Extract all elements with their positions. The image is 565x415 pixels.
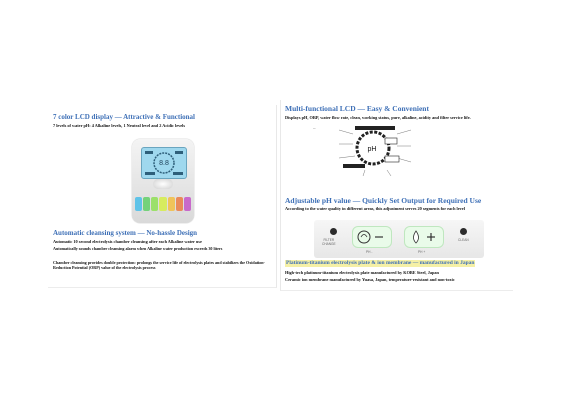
ph-minus-label: PH -: [366, 250, 373, 254]
ph-levels-text: 7 levels of water pH: 4 Alkaline levels, 1 Neutral level and 2 Acidic levels: [53, 123, 186, 128]
cleansing-line-2: Automatically sounds chamber cleansing alarm when Alkaline water production exceeds 30 liters: [53, 246, 223, 251]
cleansing-heading: Automatic cleansing system — No-hassle Design: [53, 229, 198, 237]
clean-indicator: [460, 228, 467, 235]
platinum-heading: Platinum-titanium electrolysis plate & ion membrane — manufactured in Japan: [286, 260, 475, 266]
lcd-diagram: [313, 120, 437, 180]
device-indicator: [153, 179, 173, 189]
lcd-functions-text: Displays pH, ORP, water flow rate, clean, working status, pure, alkaline, acidity and filter service life.: [285, 115, 471, 120]
ph-plus-label: PH +: [418, 250, 426, 254]
filter-change-label: FILTER CHANGE: [322, 238, 336, 246]
cleansing-paragraph: Chamber cleansing provides double protection: prolongs the service life of electrolysis plates and stabilizes the Oxidation-Reduction Potential (ORP) value of the electrolysis process: [53, 260, 265, 271]
water-ionizer-device-image: [132, 139, 194, 223]
device-color-buttons: [135, 197, 191, 211]
lcd-display-heading: 7 color LCD display — Attractive & Functional: [53, 113, 196, 121]
control-strip: [314, 220, 484, 258]
right-feature-panel: [280, 100, 513, 291]
cleansing-line-1: Automatic 10 second electrolysis chamber cleansing after each Alkaline water use: [53, 239, 202, 244]
adjustable-ph-text: According to the water quality in different areas, this adjustment serves 20 segments for each level: [285, 206, 465, 211]
clean-label: CLEAN: [458, 238, 469, 242]
svg-text:8.8: 8.8: [159, 160, 169, 167]
left-feature-panel: [48, 105, 277, 288]
platinum-line-2: Ceramic ion membrane manufactured by Yuasa, Japan, temperature-resistant and non-toxic: [285, 277, 455, 282]
svg-text:pH: pH: [367, 146, 377, 153]
ph-plus-button[interactable]: [404, 226, 444, 248]
lcd-annotation: —: [313, 127, 316, 130]
multifunctional-lcd-heading: Multi-functional LCD — Easy & Convenient: [285, 104, 429, 113]
adjustable-ph-heading: Adjustable pH value — Quickly Set Output for Required Use: [285, 196, 482, 205]
device-lcd-screen: [141, 147, 187, 179]
platinum-line-1: High-tech platinum-titanium electrolysis plate manufactured by KOBE Steel, Japan: [285, 270, 439, 275]
filter-change-indicator: [330, 228, 337, 235]
ph-minus-button[interactable]: [352, 226, 392, 248]
